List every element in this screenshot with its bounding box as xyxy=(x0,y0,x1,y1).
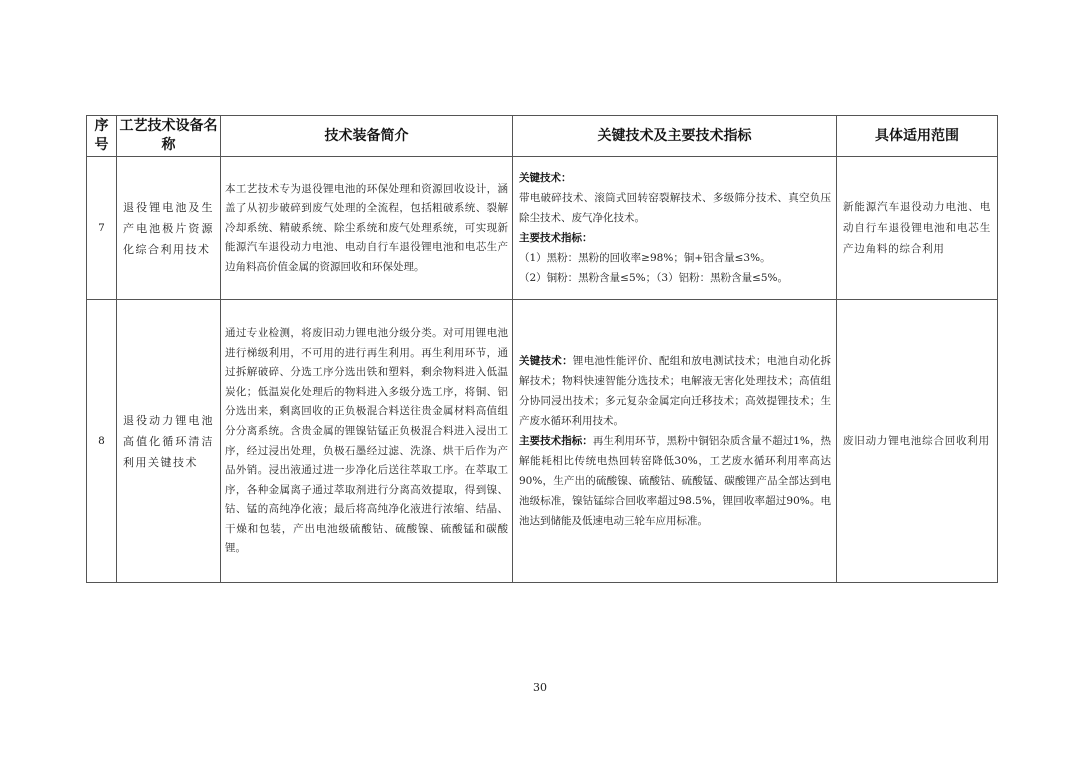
main-index-line: （1）黑粉：黑粉的回收率≥98%；铜+铝含量≤3%。 xyxy=(519,252,771,264)
row-intro: 通过专业检测，将废旧动力锂电池分级分类。对可用锂电池进行梯级利用，不可用的进行再生利用。再生利用环节，通过拆解破碎、分选工序分选出铁和塑料，剩余物料进入低温炭化；低温炭化处理后的物料进入多级分选工序，将铜、铝分选出来，剩离回收的正负极混合料送往贵金属材料高值组分分离系统。含贵金属的锂镍钴锰正负极混合料进入浸出工序，经过浸出处理，负极石墨经过滤、洗涤、烘干后作为产品外销。浸出液通过进一步净化后送往萃取工序。在萃取工序，各种金属离子通过萃取剂进行分离高效提取，得到镍、钴、锰的高纯净化液；最后将高纯净化液进行浓缩、结晶、干燥和包装，产出电池级硫酸钴、硫酸镍、硫酸锰和碳酸锂。 xyxy=(221,300,513,583)
row-intro: 本工艺技术专为退役锂电池的环保处理和资源回收设计，涵盖了从初步破碎到废气处理的全流程，包括粗破系统、裂解冷却系统、精破系统、除尘系统和废气处理系统，可实现新能源汽车退役动力电池、电动自行车退役锂电池和电芯生产边角料高价值金属的资源回收和环保处理。 xyxy=(221,157,513,300)
header-intro: 技术装备简介 xyxy=(221,116,513,157)
main-index-label: 主要技术指标： xyxy=(519,435,593,447)
key-tech-label: 关键技术： xyxy=(519,355,573,367)
page-number: 30 xyxy=(533,681,547,694)
row-keytech xyxy=(513,300,837,583)
row-keytech xyxy=(513,157,837,300)
row-scope: 新能源汽车退役动力电池、电动自行车退役锂电池和电芯生产边角料的综合利用 xyxy=(837,157,998,300)
key-tech-paragraph xyxy=(519,351,831,431)
header-name: 工艺技术设备名称 xyxy=(117,116,221,157)
main-index-paragraph xyxy=(519,431,831,531)
technology-table xyxy=(86,115,998,583)
row-seq: 8 xyxy=(87,300,117,583)
row-name: 退役动力锂电池高值化循环清洁利用关键技术 xyxy=(117,300,221,583)
table-header-row xyxy=(87,116,998,157)
key-tech-label: 关键技术： xyxy=(519,172,572,184)
row-seq: 7 xyxy=(87,157,117,300)
header-seq: 序号 xyxy=(87,116,117,157)
table-row xyxy=(87,157,998,300)
main-index-line: （2）铜粉：黑粉含量≤5%；（3）铝粉：黑粉含量≤5%。 xyxy=(519,272,789,284)
table-row xyxy=(87,300,998,583)
key-tech-text: 带电破碎技术、滚筒式回转窑裂解技术、多级筛分技术、真空负压除尘技术、废气净化技术。 xyxy=(519,192,831,224)
row-scope: 废旧动力锂电池综合回收利用 xyxy=(837,300,998,583)
header-keytech: 关键技术及主要技术指标 xyxy=(513,116,837,157)
header-scope: 具体适用范围 xyxy=(837,116,998,157)
row-name: 退役锂电池及生产电池极片资源化综合利用技术 xyxy=(117,157,221,300)
main-index-text: 再生利用环节，黑粉中铜铝杂质含量不超过1%，热解能耗相比传统电热回转窑降低30%，工艺废水循环利用率高达90%，生产出的硫酸镍、硫酸钴、硫酸锰、碳酸锂产品全部达到电池级标准，镍钴锰综合回收率超过98.5%，锂回收率超过90%。电池达到储能及低速电动三轮车应用标准。 xyxy=(519,435,831,527)
key-tech-text: 锂电池性能评价、配组和放电测试技术；电池自动化拆解技术；物料快速智能分选技术；电解液无害化处理技术；高值组分协同浸出技术；多元复杂金属定向迁移技术；高效提锂技术；生产废水循环利用技术。 xyxy=(519,355,832,427)
main-index-label: 主要技术指标： xyxy=(519,232,593,244)
